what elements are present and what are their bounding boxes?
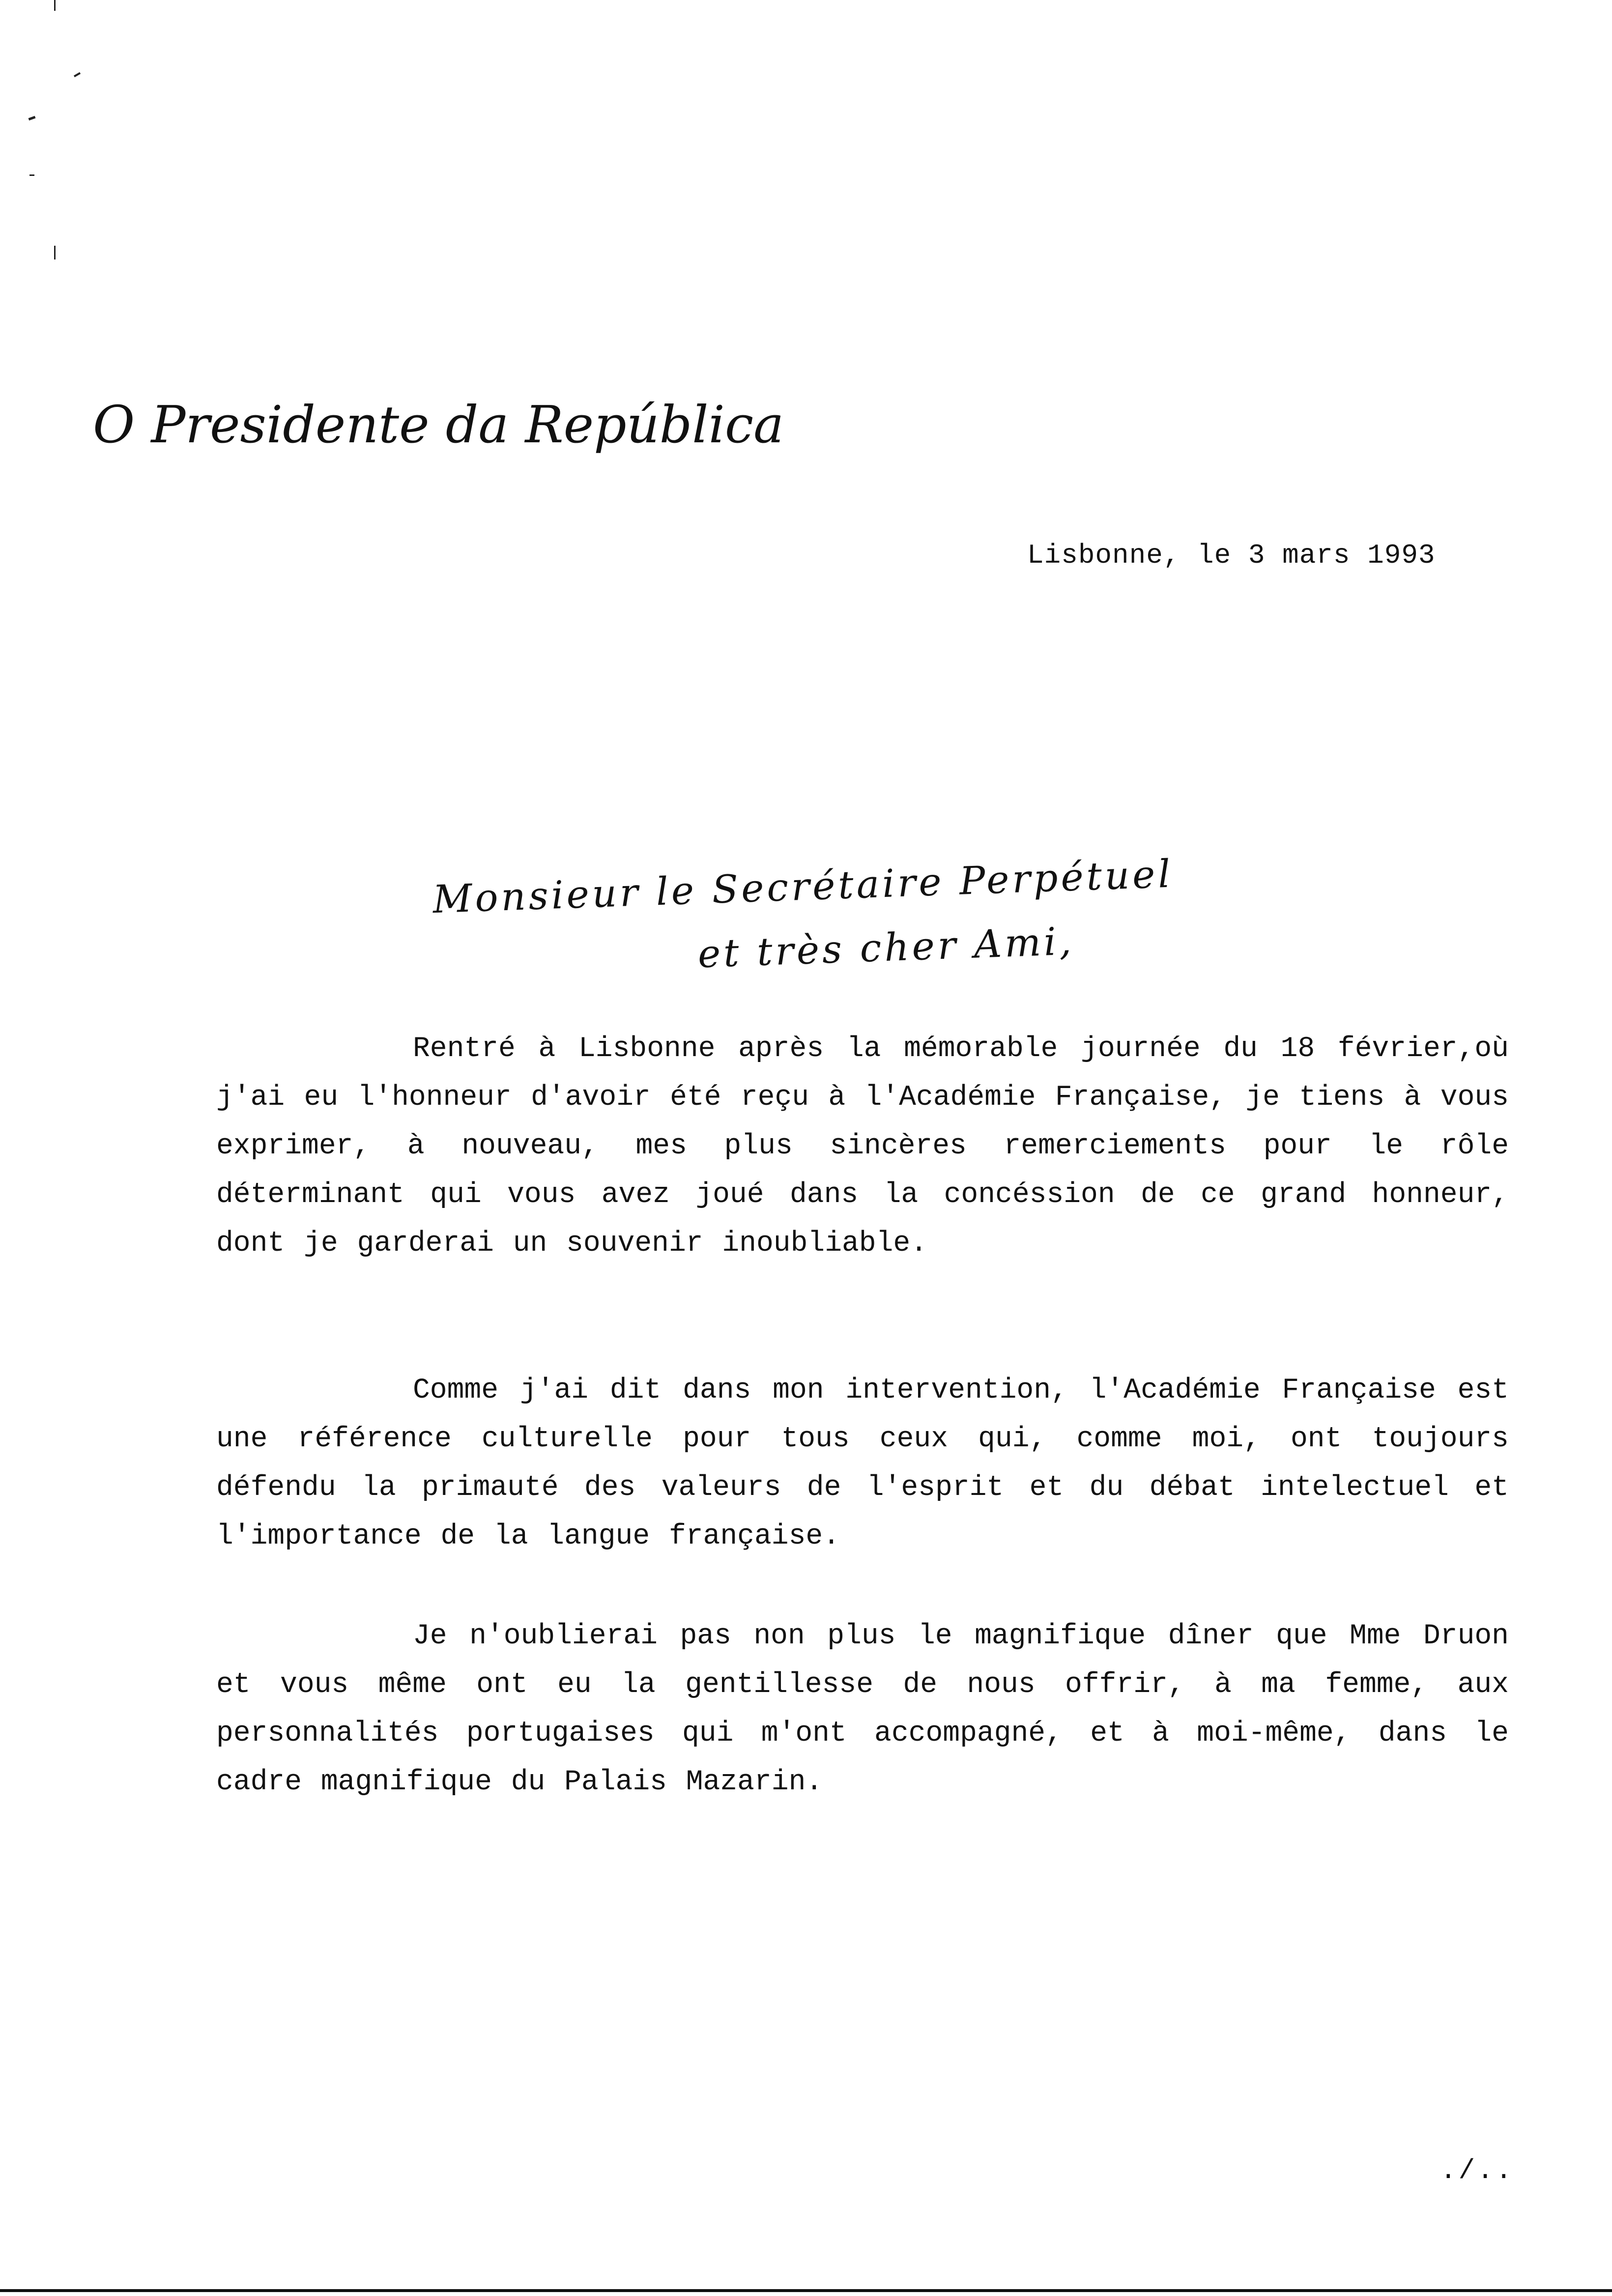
scan-mark [54, 246, 56, 259]
scan-mark [54, 0, 56, 11]
paragraph-2-text: Comme j'ai dit dans mon intervention, l'Académie Française est une référence culturelle pour tous ceux qui, comme moi, ont toujours défendu la primauté des valeurs de l'esprit et du débat intelectuel et l'importance de la langue française. [216, 1375, 1509, 1552]
salutation-line-1-text: Monsieur le Secrétaire Perpétuel [432, 852, 1174, 922]
handwritten-salutation [423, 845, 1209, 983]
salutation-line-2 [697, 919, 1075, 977]
letterhead [91, 393, 784, 462]
paragraph-1-text: Rentré à Lisbonne après la mémorable journée du 18 février,où j'ai eu l'honneur d'avoir été reçu à l'Académie Française, je tiens à vous exprimer, à nouveau, mes plus sincères remerciements pour le rôle déterminant qui vous avez joué dans la concéssion de ce grand honneur, dont je garderai un souvenir inoubliable. [216, 1033, 1509, 1260]
continuation-mark: ./.. [1440, 2155, 1514, 2186]
paragraph-2 [216, 1366, 1509, 1561]
letter-date: Lisbonne, le 3 mars 1993 [1027, 540, 1436, 571]
scan-mark [29, 174, 34, 176]
letterhead-text: O Presidente da República [93, 395, 784, 455]
salutation-line-1 [431, 852, 1174, 922]
scan-mark [29, 116, 36, 120]
bottom-edge-line [0, 2289, 1612, 2292]
paragraph-3 [216, 1612, 1509, 1807]
salutation-line-2-text: et très cher Ami, [697, 919, 1075, 977]
paragraph-1 [216, 1025, 1509, 1268]
scan-mark [74, 72, 81, 77]
paragraph-3-text: Je n'oublierai pas non plus le magnifique dîner que Mme Druon et vous même ont eu la gentillesse de nous offrir, à ma femme, aux personnalités portugaises qui m'ont accompagné, et à moi-même, dans le cadre magnifique du Palais Mazarin. [216, 1620, 1509, 1798]
